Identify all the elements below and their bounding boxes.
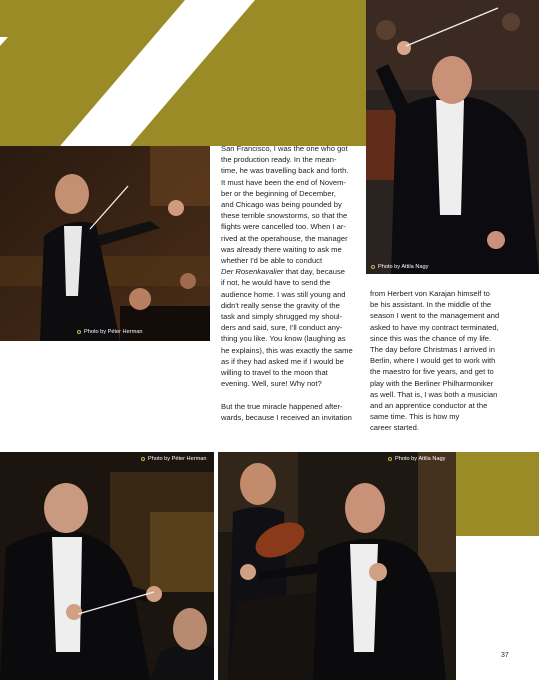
page-number: 37 <box>501 652 509 659</box>
photo-credit: Photo by Attila Nagy <box>388 456 445 462</box>
article-column-left <box>221 143 363 434</box>
photo-credit: Photo by Attila Nagy <box>371 264 428 270</box>
accent-block-right <box>456 452 539 536</box>
credit-dot-icon <box>141 457 145 461</box>
article-paragraph: But the true miracle happened after- wards, because I received an invitation <box>221 401 352 422</box>
photo-credit: Photo by Péter Herman <box>77 329 142 335</box>
article-paragraph: from Herbert von Karajan himself to be his assistant. In the middle of the season I went to the management and asked to have my contract terminated, since this was the chance of my life. The day before Christmas I arrived in Berlin, where I would get to work with the maestro for five years, and get to play with the Berliner Philharmoniker as well. That is, I was both a musician and an apprentice conductor at the same time. This is how my career started. <box>370 289 500 433</box>
accent-band-top-left <box>0 0 366 146</box>
photo-conductor-top-left <box>0 146 210 341</box>
credit-dot-icon <box>388 457 392 461</box>
photo-credit: Photo by Péter Herman <box>141 456 206 462</box>
article-line-with-title: Der Rosenkavalier that day, because <box>221 267 345 277</box>
photo-conductor-bottom-left <box>0 452 214 680</box>
photo-conductor-top-right <box>366 0 539 274</box>
credit-dot-icon <box>371 265 375 269</box>
opera-title: Der Rosenkavalier <box>221 267 284 277</box>
photo-conductor-bottom-right <box>218 452 456 680</box>
article-column-right <box>370 288 535 445</box>
credit-dot-icon <box>77 330 81 334</box>
article-paragraph: San Francisco, I was the one who got the production ready. In the mean- time, he was travelling back and forth. It must have been the end of Novem- ber or the beginning of December, and Chicago was being pounded by these terrible snowstorms, so that the flights were cancelled too. When I ar- rived at the operahouse, the manager was already there waiting to ask me whether I'd be able to conduct Der Rosenkavalier that day, because if not, he would have to send the audience home. I was still young and didn't really sense the gravity of the task and simply shrugged my shoul- ders and said, sure, I'll conduct any- thing you like. You know (laughing as he explains), this was exactly the same as if they had asked me if I would be willing to travel to the moon that evening. Well, sure! Why not? <box>221 143 363 389</box>
